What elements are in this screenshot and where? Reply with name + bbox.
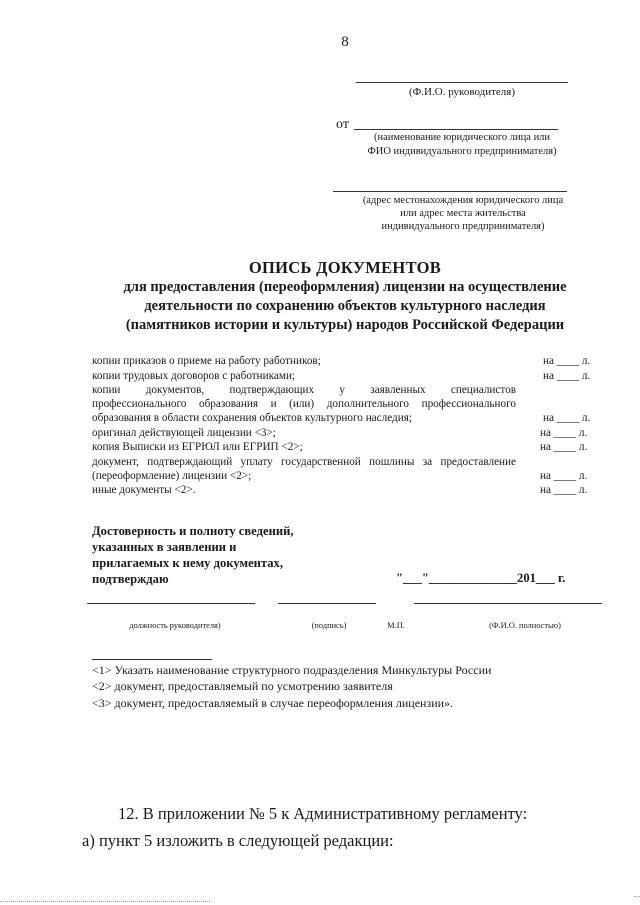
scan-edge-mark — [0, 901, 210, 902]
signature-label: (подпись) — [311, 621, 347, 630]
document-item-state-fee: (переоформление) лицензии <2>; — [92, 470, 252, 482]
document-item-qualifications: профессионального образования и (или) дополнительного профессионального — [92, 398, 516, 410]
document-item-qualifications: копии документов, подтверждающих у заявленных специалистов — [92, 384, 516, 396]
page-count-field: на ____ л. — [543, 370, 591, 382]
page-count-field: на ____ л. — [540, 484, 588, 496]
applicant-label-1: (наименование юридического лица или — [373, 132, 551, 143]
footnote-separator — [92, 659, 212, 660]
page-count-field: на ____ л. — [540, 441, 588, 453]
document-item-qualifications: образования в области сохранения объектов культурного наследия; — [92, 412, 412, 424]
scan-edge-mark — [634, 896, 640, 897]
attestation-text: указанных в заявлении и — [92, 540, 237, 554]
address-line — [333, 191, 567, 192]
document-item-state-fee: документ, подтверждающий уплату государственной пошлины за предоставление — [92, 456, 516, 468]
page-count-field: на ____ л. — [543, 412, 591, 424]
inventory-title: ОПИСЬ ДОКУМЕНТОВ — [248, 258, 442, 277]
footnote-1: <1> Указать наименование структурного подразделения Минкультуры России — [92, 663, 492, 677]
paragraph-12: 12. В приложении № 5 к Административному регламенту: — [118, 804, 528, 823]
inventory-subtitle-3: (памятников истории и культуры) народов Российской Федерации — [125, 317, 565, 333]
footnote-3: <3> документ, предоставляемый в случае переоформления лицензии». — [92, 696, 454, 710]
document-item-other: иные документы <2>. — [92, 484, 196, 496]
address-label-1: (адрес местонахождения юридического лица — [362, 195, 564, 206]
signature-line — [278, 603, 376, 604]
document-item-hiring-orders: копии приказов о приеме на работу работников; — [92, 355, 321, 367]
inventory-subtitle-1: для предоставления (переоформления) лицензии на осуществление — [123, 279, 567, 295]
applicant-label-2: ФИО индивидуального предпринимателя) — [367, 146, 557, 157]
head-name-line — [356, 82, 568, 83]
full-name-label: (Ф.И.О. полностью) — [489, 621, 561, 630]
position-line — [87, 603, 255, 604]
applicant-line — [354, 129, 558, 130]
attestation-text: Достоверность и полноту сведений, — [92, 524, 294, 538]
paragraph-a: а) пункт 5 изложить в следующей редакции: — [82, 831, 394, 850]
page-number: 8 — [341, 34, 349, 50]
address-label-2: или адрес места жительства — [400, 208, 526, 219]
inventory-subtitle-2: деятельности по сохранению объектов культурного наследия — [144, 298, 546, 314]
attestation-text: прилагаемых к нему документах, — [92, 556, 283, 570]
document-item-registry-extract: копия Выписки из ЕГРЮЛ или ЕГРИП <2>; — [92, 441, 303, 453]
footnote-2: <2> документ, предоставляемый по усмотрению заявителя — [92, 679, 393, 693]
document-item-labor-contracts: копии трудовых договоров с работниками; — [92, 370, 296, 382]
position-label: должность руководителя) — [129, 621, 221, 630]
full-name-line — [414, 603, 602, 604]
document-item-license-original: оригинал действующей лицензии <3>; — [92, 427, 276, 439]
attestation-text: подтверждаю — [92, 572, 169, 586]
page-count-field: на ____ л. — [540, 427, 588, 439]
attestation-date: "___"______________201___ г. — [396, 571, 566, 585]
head-name-label: (Ф.И.О. руководителя) — [408, 86, 516, 98]
stamp-label: М.П. — [387, 621, 405, 630]
page-count-field: на ____ л. — [543, 355, 591, 367]
page-count-field: на ____ л. — [540, 470, 588, 482]
address-label-3: индивидуального предпринимателя) — [381, 221, 545, 232]
from-prefix: от — [336, 117, 349, 132]
